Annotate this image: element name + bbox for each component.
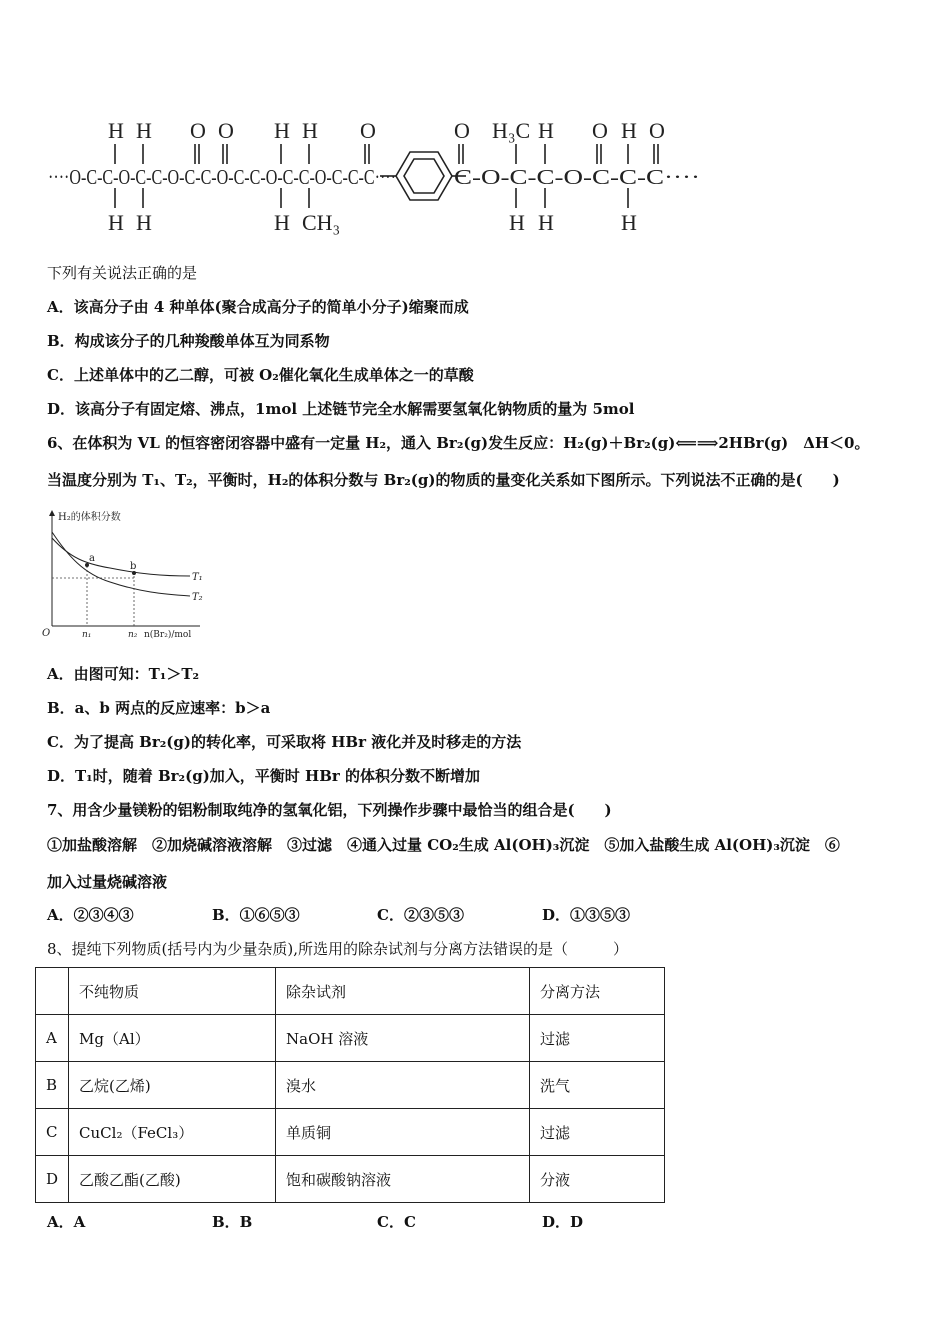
q6-option-d: D．T₁时，随着 Br₂(g)加入，平衡时 HBr 的体积分数不断增加 bbox=[47, 767, 480, 785]
atom: H bbox=[108, 118, 124, 143]
q8-option-c: C．C bbox=[377, 1213, 416, 1231]
point-b-label: b bbox=[130, 561, 137, 572]
table-cell: 过滤 bbox=[530, 1015, 665, 1062]
atom: O bbox=[649, 118, 665, 143]
n1-label: n₁ bbox=[82, 630, 92, 640]
table-header-cell: 除杂试剂 bbox=[276, 968, 530, 1015]
n2-label: n₂ bbox=[128, 630, 138, 640]
q6-option-b: B．a、b 两点的反应速率：b＞a bbox=[47, 699, 271, 717]
curve-t2 bbox=[52, 532, 190, 596]
table-cell: 过滤 bbox=[530, 1109, 665, 1156]
x-label: n(Br₂)/mol bbox=[144, 630, 192, 640]
structure-chain-right: C-O-C-C-O-C-C-C···· bbox=[454, 165, 700, 189]
table-cell: Mg（Al） bbox=[69, 1015, 276, 1062]
atom: O bbox=[360, 118, 376, 143]
table-cell: NaOH 溶液 bbox=[276, 1015, 530, 1062]
q5-option-a: A．该高分子由 4 种单体(聚合成高分子的简单小分子)缩聚而成 bbox=[47, 298, 469, 316]
table-row bbox=[36, 1156, 665, 1203]
q8-option-b: B．B bbox=[212, 1213, 253, 1231]
q5-option-c: C．上述单体中的乙二醇，可被 O₂催化氧化生成单体之一的草酸 bbox=[47, 366, 474, 384]
curve-t1 bbox=[52, 538, 190, 576]
table-cell: 乙烷(乙烯) bbox=[69, 1062, 276, 1109]
structure-bottom-atoms bbox=[108, 210, 637, 235]
atom: O bbox=[218, 118, 234, 143]
curve-t1-label: T₁ bbox=[192, 572, 203, 583]
q8-stem: 8、提纯下列物质(括号内为少量杂质),所选用的除杂试剂与分离方法错误的是（ ） bbox=[47, 940, 629, 958]
table-cell: 洗气 bbox=[530, 1062, 665, 1109]
table-header-cell: 不纯物质 bbox=[69, 968, 276, 1015]
atom: H bbox=[136, 118, 152, 143]
q6-option-a: A．由图可知：T₁＞T₂ bbox=[47, 665, 200, 683]
q8-table bbox=[35, 967, 665, 1203]
table-cell: C bbox=[36, 1109, 69, 1156]
table-header-row bbox=[36, 968, 665, 1015]
q7-steps-line1: ①加盐酸溶解 ②加烧碱溶液溶解 ③过滤 ④通入过量 CO₂生成 Al(OH)₃沉淀 ⑤加入盐酸生成 Al(OH)₃沉淀 ⑥ bbox=[47, 836, 840, 854]
atom: H bbox=[108, 210, 124, 235]
q5-stem: 下列有关说法正确的是 bbox=[47, 264, 198, 282]
q7-steps-line2: 加入过量烧碱溶液 bbox=[47, 873, 168, 891]
q7-stem: 7、用含少量镁粉的铝粉制取纯净的氢氧化铝，下列操作步骤中最恰当的组合是( ) bbox=[47, 801, 612, 819]
structure-chain: ····O-C-C-O-C-C-O-C-C-O-C-C-O-C-C-O-C-C-C···· bbox=[48, 165, 396, 189]
table-cell: 溴水 bbox=[276, 1062, 530, 1109]
atom: H bbox=[274, 118, 290, 143]
q6-stem-line2: 当温度分别为 T₁、T₂，平衡时，H₂的体积分数与 Br₂(g)的物质的量变化关系如下图所示。下列说法不正确的是( ) bbox=[47, 471, 840, 489]
table-cell: A bbox=[36, 1015, 69, 1062]
q7-option-a: A．②③④③ bbox=[47, 906, 134, 924]
q5-option-b: B．构成该分子的几种羧酸单体互为同系物 bbox=[47, 332, 330, 350]
atom: H bbox=[621, 118, 637, 143]
atom: H bbox=[302, 118, 318, 143]
atom: O bbox=[190, 118, 206, 143]
q6-option-c: C．为了提高 Br₂(g)的转化率，可采取将 HBr 液化并及时移走的方法 bbox=[47, 733, 522, 751]
atom: O bbox=[454, 118, 470, 143]
atom: H bbox=[509, 210, 525, 235]
table-cell: 分液 bbox=[530, 1156, 665, 1203]
q7-option-c: C．②③⑤③ bbox=[377, 906, 464, 924]
atom: H bbox=[621, 210, 637, 235]
table-row bbox=[36, 1015, 665, 1062]
table-cell: B bbox=[36, 1062, 69, 1109]
table-cell: CuCl₂（FeCl₃） bbox=[69, 1109, 276, 1156]
atom: H bbox=[538, 118, 554, 143]
q7-option-d: D．①③⑤③ bbox=[542, 906, 631, 924]
table-cell: D bbox=[36, 1156, 69, 1203]
q5-option-d: D．该高分子有固定熔、沸点，1mol 上述链节完全水解需要氢氧化钠物质的量为 5mol bbox=[47, 400, 635, 418]
y-axis-arrow-icon bbox=[49, 510, 55, 516]
origin-label: O bbox=[42, 628, 51, 639]
atom: CH₃ bbox=[302, 210, 341, 235]
curve-t2-label: T₂ bbox=[192, 592, 203, 603]
y-label: H₂的体积分数 bbox=[58, 512, 121, 523]
q8-option-d: D．D bbox=[542, 1213, 584, 1231]
q7-option-b: B．①⑥⑤③ bbox=[212, 906, 300, 924]
table-row bbox=[36, 1109, 665, 1156]
atom: H bbox=[136, 210, 152, 235]
q8-option-a: A．A bbox=[47, 1213, 86, 1231]
point-a-label: a bbox=[89, 553, 95, 564]
atom: H bbox=[538, 210, 554, 235]
table-cell: 乙酸乙酯(乙酸) bbox=[69, 1156, 276, 1203]
table-row bbox=[36, 1062, 665, 1109]
table-cell: 饱和碳酸钠溶液 bbox=[276, 1156, 530, 1203]
structure-top-atoms bbox=[108, 118, 665, 143]
polymer-structure-diagram bbox=[40, 108, 720, 248]
atom: O bbox=[592, 118, 608, 143]
q6-graph bbox=[40, 506, 220, 641]
atom: H bbox=[274, 210, 290, 235]
table-header-cell bbox=[36, 968, 69, 1015]
table-cell: 单质铜 bbox=[276, 1109, 530, 1156]
q6-stem-line1: 6、在体积为 VL 的恒容密闭容器中盛有一定量 H₂，通入 Br₂(g)发生反应：H₂(g)＋Br₂(g)⟸⟹2HBr(g) ΔH＜0。 bbox=[47, 434, 870, 452]
atom: H₃C bbox=[492, 118, 531, 143]
table-header-cell: 分离方法 bbox=[530, 968, 665, 1015]
